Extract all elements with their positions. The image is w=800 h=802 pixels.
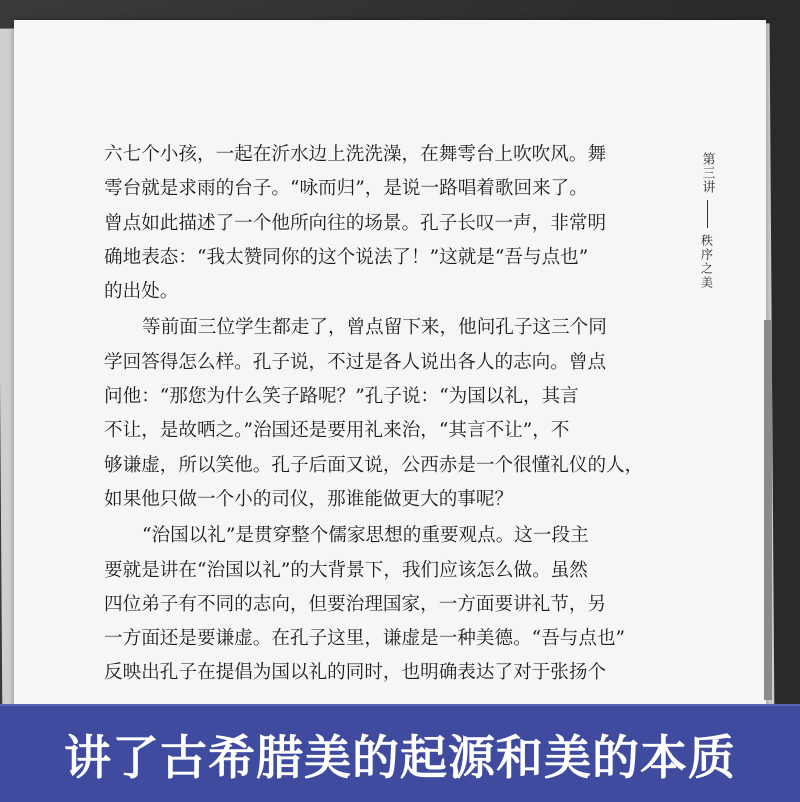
paragraph [104,138,689,309]
chapter-label: 第三讲 [699,152,715,194]
text-line: 六七个小孩，一起在沂水边上洗洗澡，在舞雩台上吹吹风。舞 [104,144,607,165]
text-line: 确地表态：“我太赞同你的这个说法了！”这就是“吾与点也” [104,246,589,268]
text-line: 不让，是故哂之。”治国还是要用礼来治，“其言不让”，不 [104,420,570,442]
promo-banner [0,704,800,802]
text-line: 要就是讲在“治国以礼”的大背景下，我们应该怎么做。虽然 [104,559,588,581]
running-header [694,152,720,290]
text-line: 反映出孔子在提倡为国以礼的同时，也明确表达了对于张扬个 [104,662,607,684]
header-divider [707,200,708,228]
text-line: 曾点如此描述了一个他所向往的场景。孔子长叹一声，非常明 [104,212,607,234]
chapter-title: 秩序之美 [699,234,714,290]
text-line: 如果他只做一个小的司仪，那谁能做更大的事呢？ [104,488,514,510]
paragraph [104,311,689,517]
paragraph [104,519,689,690]
text-line: 一方面还是要谦虚。在孔子这里，谦虚是一种美德。“吾与点也” [104,628,626,650]
page-edge-shadow [764,320,772,700]
text-line: 四位弟子有不同的志向，但要治理国家，一方面要讲礼节，另 [104,593,607,615]
text-line: 等前面三位学生都走了，曾点留下来，他问孔子这三个同 [142,317,607,339]
text-line: 雩台就是求雨的台子。“咏而归”，是说一路唱着歌回来了。 [104,178,588,200]
book-body-text [104,138,689,693]
banner-caption: 讲了古希腊美的起源和美的本质 [64,730,736,786]
text-line: “治国以礼”是贯穿整个儒家思想的重要观点。这一段主 [142,525,589,547]
text-line: 够谦虚，所以笑他。孔子后面又说，公西赤是一个很懂礼仪的人， [104,454,644,476]
text-line: 学回答得怎么样。孔子说，不过是各人说出各人的志向。曾点 [104,351,607,373]
text-line: 的出处。 [104,281,179,303]
text-line: 问他：“那您为什么笑子路呢？”孔子说：“为国以礼，其言 [104,386,579,408]
